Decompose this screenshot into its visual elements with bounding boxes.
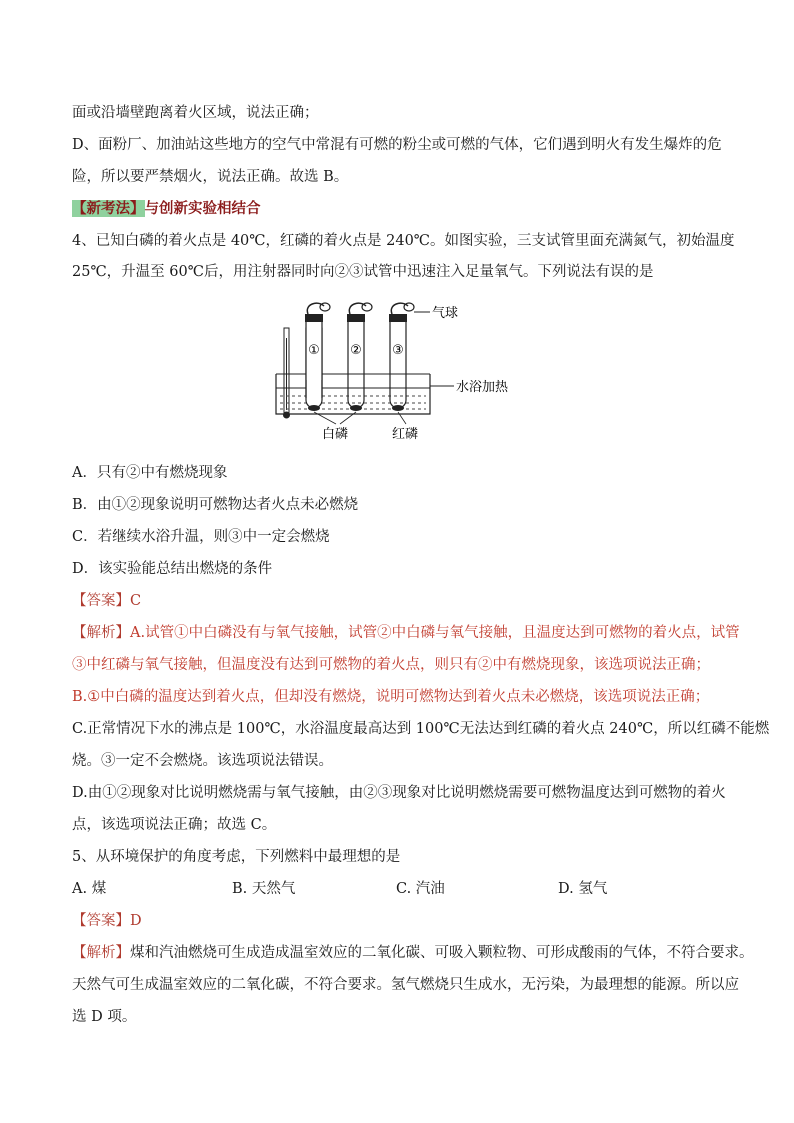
- q4-analysis-line-5: 烧。③一定不会燃烧。该选项说法错误。: [72, 753, 333, 769]
- q4-option-d: D．该实验能总结出燃烧的条件: [72, 561, 273, 577]
- q4-answer-label: 【答案】: [72, 593, 130, 609]
- q4-answer: [72, 591, 141, 611]
- q4-option-a: A．只有②中有燃烧现象: [72, 465, 228, 481]
- q4-analysis-line-6: D.由①②现象对比说明燃烧需与氧气接触，由②③现象对比说明燃烧需要可燃物温度达到可燃物的着火: [72, 785, 726, 801]
- tube-2-label: ②: [350, 343, 362, 358]
- balloon-label: 气球: [432, 306, 459, 321]
- q5-analysis-line-1: [72, 943, 754, 963]
- q4-analysis-line-3: B.①中白磷的温度达到着火点，但却没有燃烧，说明可燃物达到着火点未必燃烧，该选项说法正确；: [72, 689, 710, 705]
- q5-option-c: C. 汽油: [396, 881, 445, 897]
- q5-answer-value: D: [130, 913, 142, 929]
- q5-analysis-text-1: 煤和汽油燃烧可生成造成温室效应的二氧化碳、可吸入颗粒物、可形成酸雨的气体，不符合要求。: [130, 945, 754, 961]
- q4-stem-line-2: 25℃，升温至 60℃后，用注射器同时向②③试管中迅速注入足量氧气。下列说法有误的是: [72, 264, 654, 280]
- thermometer: [283, 328, 290, 419]
- q5-analysis-label: 【解析】: [72, 945, 130, 961]
- water-bath-label: 水浴加热: [456, 380, 509, 395]
- prev-text-line-1: 面或沿墙壁跑离着火区域，说法正确；: [72, 105, 319, 121]
- q4-analysis-line-2: ③中红磷与氧气接触，但温度没有达到可燃物的着火点，则只有②中有燃烧现象，该选项说法正确；: [72, 657, 710, 673]
- q5-option-b: B. 天然气: [232, 881, 296, 897]
- q4-stem-line-1: 4、已知白磷的着火点是 40℃，红磷的着火点是 240℃。如图实验，三支试管里面充满氮气，初始温度: [72, 233, 735, 249]
- q4-analysis-label: 【解析】: [72, 625, 130, 641]
- section-title: 与创新实验相结合: [144, 200, 261, 217]
- q4-analysis-line-1: [72, 623, 740, 643]
- q5-stem: 5、从环境保护的角度考虑，下列燃料中最理想的是: [72, 849, 401, 865]
- red-phosphorus-label: 红磷: [392, 427, 419, 442]
- white-phosphorus-label: 白磷: [322, 427, 349, 442]
- q5-option-a: A. 煤: [72, 881, 107, 897]
- experiment-figure: [268, 298, 528, 444]
- section-heading: [72, 199, 261, 219]
- q5-option-d: D. 氢气: [558, 881, 608, 897]
- q5-analysis-line-2: 天然气可生成温室效应的二氧化碳，不符合要求。氢气燃烧只生成水，无污染，为最理想的能源。所以应: [72, 977, 739, 993]
- q4-analysis-line-7: 点，该选项说法正确；故选 C。: [72, 817, 277, 833]
- q4-answer-value: C: [130, 593, 142, 609]
- tube-3-label: ③: [392, 343, 404, 358]
- q5-answer-label: 【答案】: [72, 913, 130, 929]
- q5-analysis-line-3: 选 D 项。: [72, 1009, 137, 1025]
- q4-analysis-text-1: A.试管①中白磷没有与氧气接触，试管②中白磷与氧气接触，且温度达到可燃物的着火点，试管: [130, 625, 740, 641]
- section-tag: 【新考法】: [72, 200, 145, 217]
- prev-text-line-3: 险，所以要严禁烟火，说法正确。故选 B。: [72, 169, 349, 185]
- q5-answer: [72, 911, 142, 931]
- q4-option-b: B．由①②现象说明可燃物达者火点未必燃烧: [72, 497, 359, 513]
- prev-text-line-2: D、面粉厂、加油站这些地方的空气中常混有可燃的粉尘或可燃的气体，它们遇到明火有发生爆炸的危: [72, 137, 722, 153]
- tube-1-label: ①: [308, 343, 320, 358]
- q4-option-c: C．若继续水浴升温，则③中一定会燃烧: [72, 529, 330, 545]
- q4-analysis-line-4: C.正常情况下水的沸点是 100℃，水浴温度最高达到 100℃无法达到红磷的着火点 240℃，所以红磷不能燃: [72, 721, 770, 737]
